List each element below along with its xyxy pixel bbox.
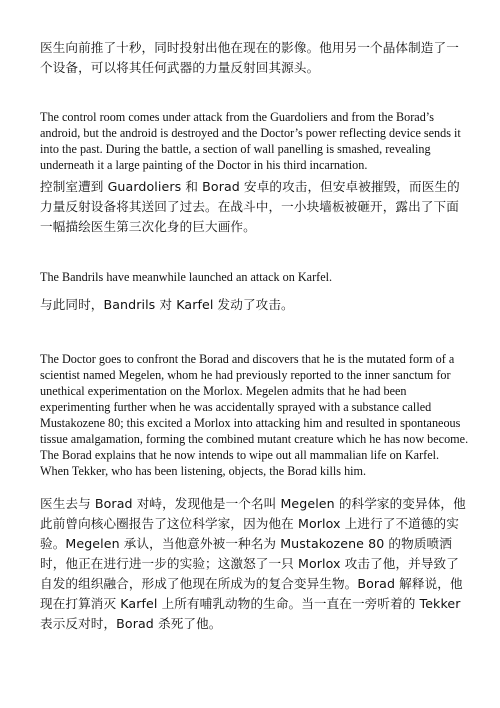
paragraph-en-control-room-attack: The control room comes under attack from the Guardoliers and from the Borad’s android, but the android is destroyed and the Doctor’s power reflecting device sends it into the past. During the battle, a section of wall panelling is smashed, revealing underneath it a large painting of the Doctor in his third incarnation. (40, 110, 461, 172)
paragraph-zh-control-room-attack: 控制室遭到 Guardoliers 和 Borad 安卓的攻击，但安卓被摧毁，而医生的力量反射设备将其送回了过去。在战斗中，一小块墙板被砸开，露出了下面一幅描绘医生第三次化身的巨大画作。 (40, 179, 460, 234)
paragraph-en-bandrils-attack: The Bandrils have meanwhile launched an attack on Karfel. (40, 270, 333, 284)
paragraph-en-borad-confrontation: The Doctor goes to confront the Borad and discovers that he is the mutated form of a scientist named Megelen, whom he had previously reported to the inner sanctum for unethical experimentation on the Morlox. Megelen admits that he had been experimenting further when he was accidentally sprayed with a substance called Mustakozene 80; this excited a Morlox into attacking him and resulted in spontaneous tissue amalgamation, forming the combined mutant creature which he has now become. The Borad explains that he now intends to wipe out all mammalian life on Karfel. When Tekker, who has been listening, objects, the Borad kills him. (40, 352, 469, 478)
paragraph-zh-bandrils-attack: 与此同时，Bandrils 对 Karfel 发动了攻击。 (40, 297, 294, 312)
paragraph-zh-reflector-device: 医生向前推了十秒，同时投射出他在现在的影像。他用另一个晶体制造了一个设备，可以将其任何武器的力量反射回其源头。 (40, 40, 459, 75)
paragraph-zh-borad-confrontation: 医生去与 Borad 对峙，发现他是一个名叫 Megelen 的科学家的变异体，他此前曾向核心圈报告了这位科学家，因为他在 Morlox 上进行了不道德的实验。Megelen 承认，当他意外被一种名为 Mustakozene 80 的物质喷洒时，他正在进行进一步的实验；这激怒了一只 Morlox 攻击了他，并导致了自发的组织融合，形成了他现在所成为的复合变异生物。Borad 解释说，他现在打算消灭 Karfel 上所有哺乳动物的生命。当一直在一旁听着的 Tekker 表示反对时，Borad 杀死了他。 (40, 496, 466, 631)
